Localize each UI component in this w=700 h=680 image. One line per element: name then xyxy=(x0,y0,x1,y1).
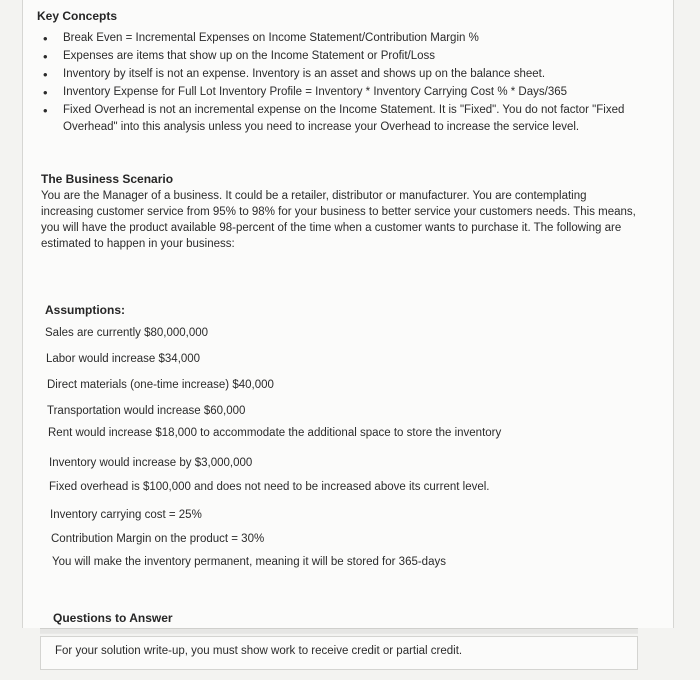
scenario-heading: The Business Scenario xyxy=(41,172,174,186)
list-item: • Inventory by itself is not an expense. Inventory is an asset and shows up on the balance sheet. xyxy=(43,67,546,82)
writeup-instructions: For your solution write-up, you must show work to receive credit or partial credit. xyxy=(55,645,463,657)
assumption-item: You will make the inventory permanent, meaning it will be stored for 365-days xyxy=(52,556,446,568)
list-item: • Fixed Overhead is not an incremental expense on the Income Statement. It is "Fixed". You do not factor "Fixed Overhead" into this analysis unless you need to increase your Overhead to increase the service level. xyxy=(43,103,625,133)
bullet-icon: • xyxy=(43,31,48,46)
assumption-item: Fixed overhead is $100,000 and does not need to be increased above its current level. xyxy=(49,481,490,493)
list-item: • Expenses are items that show up on the Income Statement or Profit/Loss xyxy=(43,49,436,64)
questions-heading: Questions to Answer xyxy=(53,611,173,625)
assumption-item: Rent would increase $18,000 to accommodate the additional space to store the inventory xyxy=(48,427,502,439)
bullet-icon: • xyxy=(43,49,48,64)
writeup-instructions-box xyxy=(40,636,638,670)
assumption-item: Contribution Margin on the product = 30% xyxy=(51,533,265,545)
list-item: • Break Even = Incremental Expenses on Income Statement/Contribution Margin % xyxy=(43,31,479,46)
assumption-item: Transportation would increase $60,000 xyxy=(47,405,246,417)
document-card xyxy=(22,0,674,628)
assumptions-heading: Assumptions: xyxy=(45,303,126,317)
scenario-paragraph: You are the Manager of a business. It could be a retailer, distributor or manufacturer. You are contemplating increasing customer service from 95% to 98% for your business to better service your customers needs. This means, you will have the product available 98-percent of the time when a customer wants to purchase it. The following are estimated to happen in your business: xyxy=(41,190,636,250)
assumption-item: Inventory carrying cost = 25% xyxy=(50,509,202,521)
key-concepts-heading: Key Concepts xyxy=(37,9,118,23)
assumption-item: Sales are currently $80,000,000 xyxy=(45,327,209,339)
list-item: • Inventory Expense for Full Lot Inventory Profile = Inventory * Inventory Carrying Cost % * Days/365 xyxy=(43,85,568,100)
assumption-item: Inventory would increase by $3,000,000 xyxy=(49,457,253,469)
key-concepts-list xyxy=(37,30,667,137)
bullet-icon: • xyxy=(43,103,48,118)
assumption-item: Labor would increase $34,000 xyxy=(46,353,201,365)
bullet-icon: • xyxy=(43,85,48,100)
assumption-item: Direct materials (one-time increase) $40,000 xyxy=(47,379,274,391)
section-divider xyxy=(40,628,638,634)
bullet-icon: • xyxy=(43,67,48,82)
